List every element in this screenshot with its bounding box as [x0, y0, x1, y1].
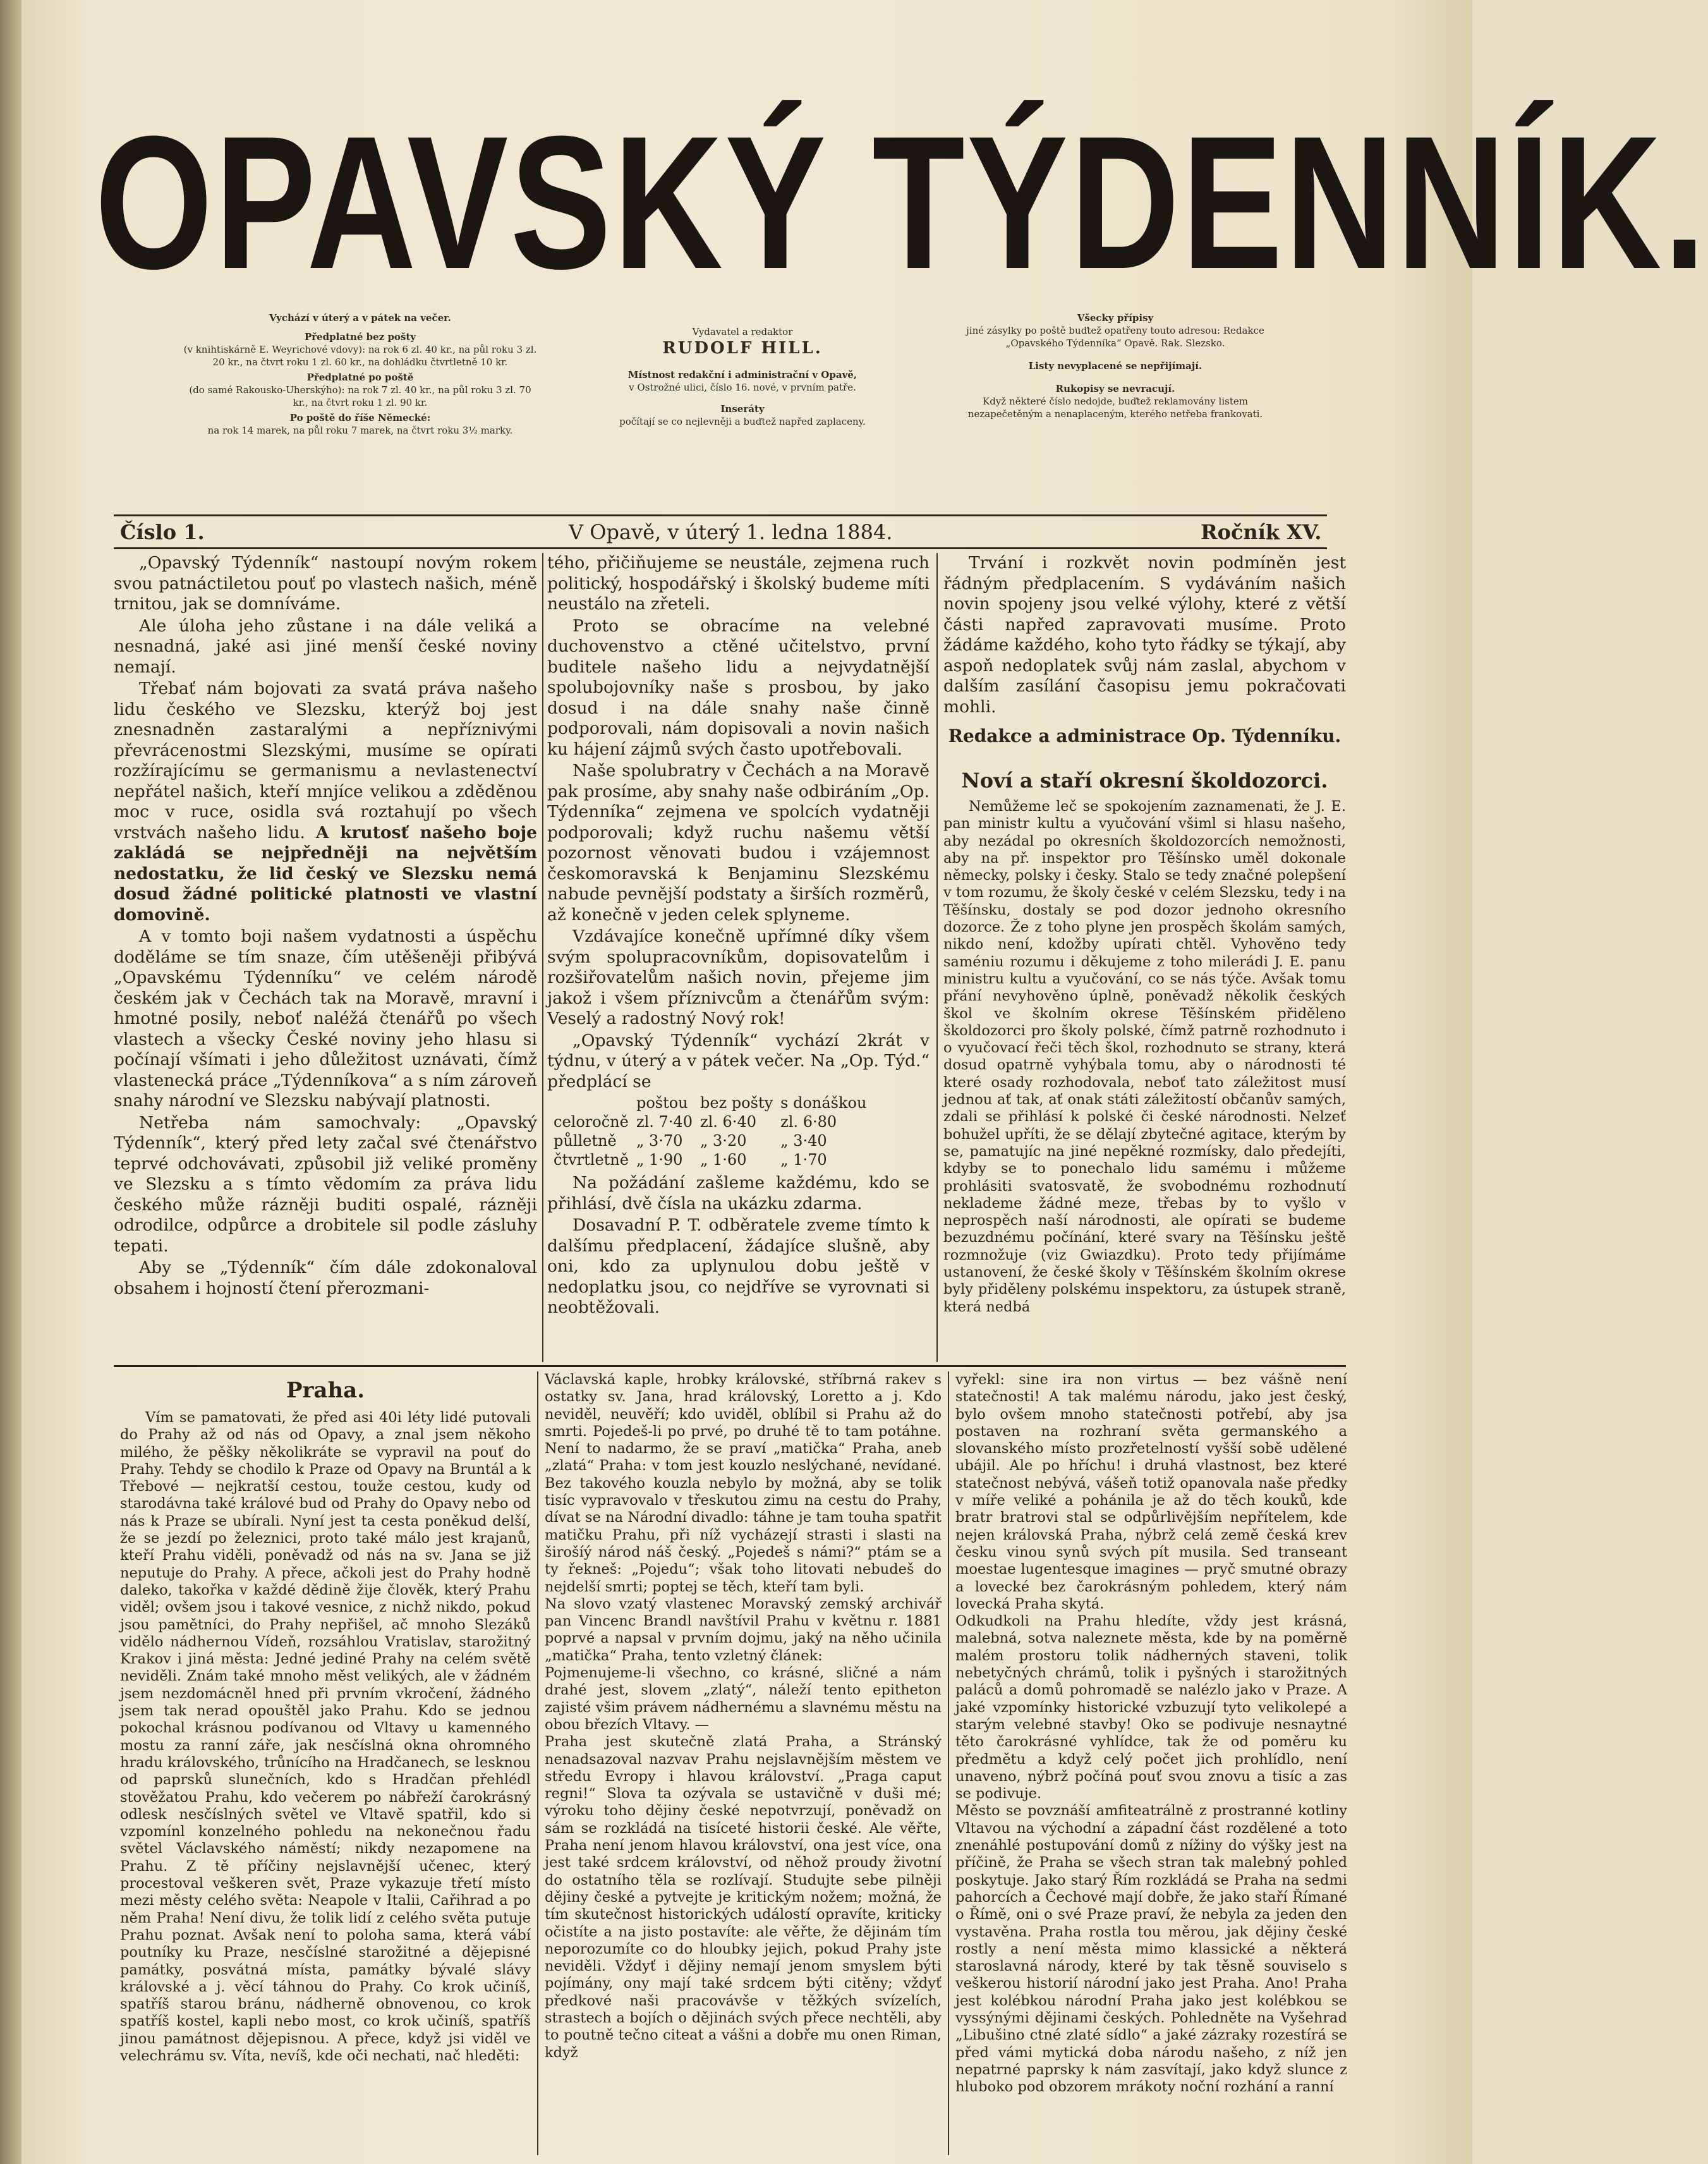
price-table [554, 1093, 874, 1169]
signature: Redakce a administrace Op. Týdenníku. [948, 726, 1342, 746]
issue-date: V Opavě, v úterý 1. ledna 1884. [569, 520, 893, 544]
paragraph: Trvání i rozkvět novin podmíněn jest řádným předplacením. S vydáváním našich novin spojeny jsou velké výlohy, které z větší části napřed zapravovati musíme. Proto žádáme každého, koho tyto řádky se týkají, aby aspoň nedoplatek svůj nám zaslal, abychom v dalším zasílání časopisu jemu pokračovati mohli. [943, 553, 1346, 717]
subscription-text-germany: na rok 14 marek, na půl roku 7 marek, na čtvrt roku 3½ marky. [207, 425, 513, 436]
praha-heading: Praha. [286, 1378, 365, 1403]
manuscripts-note: Rukopisy se nevracují. [1055, 383, 1175, 394]
correspondence-address: jiné zásylky po poště buďtež opatřeny touto adresou: Redakce „Opavského Týdenníka“ Opavě. Rak. Slezsko. [966, 325, 1264, 349]
ads-text: počítají se co nejlevněji a buďtež napřed zaplaceny. [619, 416, 866, 427]
paragraph: Ale úloha jeho zůstane i na dále veliká a nesnadná, jaké asi jiné menší české noviny nemají. [114, 616, 537, 677]
praha-column-2 [545, 1371, 942, 2155]
ads-heading: Inseráty [720, 403, 765, 415]
paragraph: „Opavský Týdenník“ nastoupí novým rokem svou patnáctiletou pouť po vlastech našich, méně trnitou, jak se domníváme. [114, 553, 537, 614]
paragraph: Nemůžeme leč se spokojením zaznamenati, že J. E. pan ministr kultu a vyučování všiml si hlasu našeho, aby nezádal po okresních školdozorcích nemožnosti, aby na př. inspektor pro Těšínsko uměl dokonale německy, polsky i česky. Stalo se tedy značné polepšení v tom rozumu, že školy české v celém Slezsku, tedy i na Těšínsku, dostaly se pod dozor jednoho okresního dozorce. Že z toho plyne jen prospěch školám samých, nikdo není, kdožby upírati chtěl. Vyhověno tedy saméniu rozumu i děkujeme z toho milerádi J. E. panu ministru kultu a vyučování, co se nás týče. Avšak tomu přání nevyhověno úplně, poněvadž několik českých škol ve školním okrese Těšínském přiděleno školdozorci pro školy polské, čímž patrně rozhodnuto i o vyučovací řeči těch škol, rozhodnuto se strany, která dosud opatrně vyhýbala tomu, aby o národnosti té které osady rozhodovala, neboť tato záležitost musí jednou ať tak, ať onak státi záležitostí občanův samých, zdali se přihlásí k polské či české národnosti. Nelzeť bohužel upříti, že se dělají zbytečné agitace, kterým by se, pamatujíc na jiné nepěkné rozmísky, dalo předejíti, kdyby se to ponechalo lidu samému i můžeme prohlásiti svatosvatě, že svobodnému rozhodnutí neklademe žádné meze, třebas by to vyšlo v neprospěch naší národnosti, ale opírati se budeme bezuzdnému počínání, které svary na Těšínsku ještě rozmnožuje (viz Gwiazdku). Proto tedy přijímáme ustanovení, že české školy v Těšínském školním okrese byly přiděleny polskému inspektoru, za ústupek straně, která nedbá [943, 798, 1346, 1315]
volume-number: Ročník XV. [1201, 520, 1322, 544]
paragraph: vyřekl: sine ira non virtus — bez vášně není statečnosti! A tak malému národu, jako jest český, bylo ovšem mnoho statečnosti potřebí, aby jsa postaven na rozhraní světa germanského a slovanského místo prozřetelností vyšší sobě udělené ubájil. Ale po hříchu! i druhá vlastnost, bez které statečnost nebývá, vášeň totiž opanovala naše předky v míře veliké a pohánila je až do těch kouků, kde bratr bratrovi stal se odpůrlivějším nepřítelem, kde nejen královská Praha, nýbrž celá země česká krev česku vinou synů svých pít musila. Sed transeant moestae lugentesque imagines — pryč smutné obrazy a lovecké bez čarokrásným pohledem, který nám lovecká Praha skytá. Odkudkoli na Prahu hledíte, vždy jest krásná, malebná, sotva naleznete města, kde by na poměrně malém prostoru tolik nádherných staveni, tolik nebetyčných chrámů, tolik i pyšných i starožitných paláců a domů pohromadě se nalézlo jako v Praze. A jaké vzpomínky historické vzbuzují tyto velikolepé a starým velebné stavby! Oko se podivuje nesnaytné těto čarokrásné vyhlídce, tak že od poměru ku předmětu a když celý počet jich prohlídlo, není unaveno, nýbrž počíná pouť svou znovu a tisíc a zas se podivuje. Město se povznáší amfiteatrálně z prostranné kotliny Vltavou na východní a západní část rozdělené a toto znenáhlé postupování domů z nížiny do výšky jest na příčině, že Praha se všech stran tak malebný pohled poskytuje. Jako starý Řím rozkládá se Praha na sedmi pahorcích a Čechové mají dobře, že jako staří Římané o Římě, oni o své Praze praví, že nebyla za jeden den vystavěna. Praha rostla tou měrou, jak dějiny české rostly a není města mimo klassické a některá staroslavná národy, které by tak těsně souviselo s veškerou historií národní jako jest Praha. Ano! Praha jest kolébkou národní Praha jako jest kolébkou se vyssýnými dějinami českých. Pohledněte na Vyšehrad „Libušino ctné zlaté sídlo“ a jaké zázraky rozestírá se před vámi mytická doba národu našeho, z níž jen nepatrné paprsky k nám zasvítají, jako když slunce z hluboko pod obzorem mrákoty noční rozhání a ranní [955, 1371, 1347, 2096]
article-column-1 [114, 553, 537, 1359]
column-divider [936, 553, 938, 1362]
price-row: celoročně zl. 7·40 zl. 6·40 zl. 6·80 [554, 1113, 837, 1131]
subscription-heading-post: Předplatné po poště [306, 372, 414, 383]
masthead-title: OPAVSKÝ TÝDENNÍK. [95, 96, 1708, 308]
column-divider [537, 1371, 538, 2155]
correspondence-info [964, 312, 1267, 420]
article-column-3 [943, 553, 1346, 1362]
header-rule-bottom [114, 547, 1327, 549]
office-heading: Místnost redakční i administrační v Opavě, [627, 369, 857, 380]
header-rule-top [114, 514, 1327, 516]
column-divider [948, 1371, 949, 2155]
publisher-name: RUDOLF HILL. [662, 339, 823, 358]
paragraph: „Opavský Týdenník“ vychází 2krát v týdnu, v úterý a v pátek večer. Na „Op. Týd.“ předplácí se [547, 1030, 930, 1091]
subscription-heading-local: Předplatné bez pošty [304, 331, 416, 343]
unpaid-letters-note: Listy nevyplacené se nepřijímají. [1028, 360, 1202, 372]
binding-edge [0, 0, 21, 2164]
paragraph: Aby se „Týdenník“ čím dále zdokonaloval obsahem i hojností čtení přerozmani- [114, 1258, 537, 1298]
article-heading: Noví a staří okresní školdozorci. [961, 769, 1328, 793]
paragraph: Netřeba nám samochvaly: „Opavský Týdenník“, který před lety začal své čtenářstvo teprvé odchovávati, způsobil již veliké proměny ve Slezsku a s tímto vědomím za práva lidu českého může rázněji buditi ospalé, rázněji odrodilce, odpůrce a drobitele sil podle zásluhy tepati. [114, 1112, 537, 1256]
subscription-info [183, 312, 537, 437]
correspondence-heading: Všecky přípisy [1077, 312, 1154, 324]
issue-number: Číslo 1. [120, 520, 205, 544]
publish-schedule: Vychází v úterý a v pátek na večer. [269, 312, 451, 324]
price-row: čtvrtletně „ 1·90 „ 1·60 „ 1·70 [554, 1151, 827, 1169]
paragraph: Vím se pamatovati, že před asi 40i léty lidé putovali do Prahy až od nás od Opavy, a znal jsem někoho milého, že pěšky několikráte se vypravil na pouť do Prahy. Tehdy se chodilo k Praze od Opavy na Bruntál a k Třebové — nejkratší cestou, touže cestou, kudy od starodávna také králové bud od Prahy do Opavy nebo od nás k Praze se ubírali. Nyní jest ta cesta poněkud delší, že se jezdí po železnici, proto také málo jest krajanů, kteří Prahu viděli, poněvadž od nás na sv. Jana se již neputuje do Prahy. A přece, ačkoli jest do Prahy hodně daleko, takořka v každé dědině žije člověk, který Prahu viděl; ovšem jsou i takové vesnice, z nichž nikdo, pokud jsou pamětníci, do Prahy nepřišel, ač mnoho Slezáků vidělo nádhernou Vídeň, rozsáhlou Vratislav, starožitný Krakov i jiná města: Jedné jediné Prahy na celém světě neviděli. Znám také mnoho měst velikých, ale v žádném jsem nezdomácněl hned při prvním vkročení, žádného jsem tak nerad opouštěl jako Prahu. Kdo se jednou pokochal krásnou podívanou od Vltavy u kamenného mostu za ranní záře, jak nesčíslná okna ohromného hradu královského, trůnícího na Hradčanech, se lesknou od paprsků slunečních, kdo s Hradčan přehlédl stověžatou Prahu, kdo večerem po nábřeží čarokrásný odlesk nesčíslných světel ve Vltavě spatřil, kdo si vzpomínl konzelného pohledu na nekonečnou řadu světel Václavského náměstí; nikdy nezapomene na Prahu. Z tě příčiny nejslavnější učenec, který procestoval veškeren svět, Praze vykazuje třetí místo mezi městy celého světa: Neapole v Italii, Cařihrad a po něm Praha! Není divu, že tolik lidí z celého světa putuje Prahu poznat. Avšak není to poloha sama, která vábí poutníky ku Praze, nesčíslné starožitné a dějepisné památky, posvátná místa, památky bývalé slávy královské a j. věcí táhnou do Prahy. Co krok učiníš, spatříš starou bránu, nádherně obnovenou, co krok spatříš kostel, kapli nebo most, co krok učiníš, spatříš jinou památnost dějepisnou. A přece, když jsi viděl ve velechrámu sv. Víta, nevíš, kde oči nechati, nač hleděti: [120, 1409, 531, 2064]
paragraph: Proto se obracíme na velebné duchovenstvo a ctěné učitelstvo, první buditele našeho lidu a nejvydatnější spolubojovníky naše s prosbou, by jako dosud i na dále snahy naše činně podporovali, nám dopisovali a novin našich ku hájení zájmů svých často upotřebovali. [547, 616, 930, 759]
price-table-header: poštou bez pošty s donáškou [636, 1094, 867, 1112]
paragraph: Dosavadní P. T. odběratele zveme tímto k dalšímu předplacení, žádajíce slušně, aby oni, kdo za uplynulou dobu ještě v nedoplatku jsou, co nejdříve se vyrovnati si neobtěžovali. [547, 1215, 930, 1317]
paragraph: A v tomto boji našem vydatnosti a úspěchu doděláme se tím snaze, čím utěšeněji přibývá „Opavskému Týdenníku“ ve celém národě českém jak v Čechách tak na Moravě, mravní i hmotné posily, neboť naléžá čtenářů po všech vlastech a všecky České noviny jeho hlasu si počínají všímati i jeho důležitost uznávati, čímž vlastenecká práce „Týdenníkova“ a s ním zároveň snahy národní ve Slezsku nabývají platnosti. [114, 927, 537, 1110]
paragraph: Vzdávajíce konečně upřímné díky všem svým spolupracovníkům, dopisovatelům i rozšiřovatelům našich novin, přejeme jim jakož i všem příznivcům a čtenářům svým: Veselý a radostný Nový rok! [547, 927, 930, 1028]
praha-column-1 [120, 1371, 531, 2155]
subscription-text-post: (do samé Rakousko-Uherskýho): na rok 7 zl. 40 kr., na půl roku 3 zl. 70 kr., na čtvrt roku 1 zl. 90 kr. [189, 384, 531, 408]
section-rule [114, 1365, 1346, 1367]
paragraph: Třebať nám bojovati za svatá práva našeho lidu českého ve Slezsku, kterýž boj jest znesnadněn zastaralými a nepříznivými převrácenostmi Slezskými, musíme se opírati rozžírajícímu se germanismu a nevlastenectví nepřátel našich, kteří mnjíce velikou a zděděnou moc v ruce, osidla svá roztahují po všech vrstvách našeho lidu. A krutosť našeho boje zakládá se nejpředněji na největším nedostatku, že lid český ve Slezsku nemá dosud žádné politické platnosti ve vlastní domovině. [114, 679, 537, 925]
price-row: půlletně „ 3·70 „ 3·20 „ 3·40 [554, 1132, 827, 1150]
emphasis: A krutosť našeho boje zakládá se nejpředněji na největším nedostatku, že lid český ve Slezsku nemá dosud žádné politické platnosti ve vlastní domovině. [114, 822, 537, 925]
article-column-2 [547, 553, 930, 1359]
column-divider [542, 553, 543, 1362]
paragraph: Na požádání zašleme každému, kdo se přihlásí, dvě čísla na ukázku zdarma. [547, 1173, 930, 1213]
paragraph: tého, přičiňujeme se neustále, zejmena ruch politický, hospodářský i školský budeme míti neustálo na zřeteli. [547, 553, 930, 614]
publisher-label: Vydavatel a redaktor [692, 326, 793, 337]
subscription-text-local: (v knihtiskárně E. Weyrichové vdovy): na rok 6 zl. 40 kr., na půl roku 3 zl. 20 kr., na čtvrt roku 1 zl. 60 kr., na dohládku čtvrtletně 10 kr. [183, 344, 537, 368]
paragraph: Naše spolubratry v Čechách a na Moravě pak prosíme, aby snahy naše odbiráním „Op. Týdenníka“ zejmena ve spolcích vydatněji podporovali; když ruchu našemu větší pozornost věnovati budou i vzájemnost českomoravská k Benjaminu Slezskému nabude pevnější podstaty a širších rozměrů, až konečně v jeden celek splyneme. [547, 761, 930, 925]
reclamation-note: Když některé číslo nedojde, buďtež reklamovány listem nezapečetěným a nenaplaceným, kterého netřeba frankovati. [967, 396, 1263, 420]
praha-column-3 [955, 1371, 1347, 2155]
editorial-info [572, 325, 913, 428]
office-address: v Ostrožné ulici, číslo 16. nové, v prvním patře. [629, 382, 856, 393]
paragraph: Václavská kaple, hrobky královské, stříbrná rakev s ostatky sv. Jana, hrad královský, Loretto a j. Kdo neviděl, neuvěří; kdo uviděl, oblíbil si Prahu až do smrti. Pojedeš-li po prvé, po druhé tě to tam potáhne. Není to nadarmo, že se praví „matička“ Praha, aneb „zlatá“ Praha: v tom jest kouzlo neslýchané, nevídané. Bez takového kouzla nebylo by možná, aby se tolik tisíc vypravovalo v třeskutou zimu na cestu do Prahy, dívat se na Národní divadlo: táhne je tam touha spatřit matičku Prahu, při níž vycházejí strasti i slasti na širošíý národ náš český. „Pojedeš s námi?“ ptám se a ty řekneš: „Pojedu“; však toho litovati nebudeš do nejdelší smrti; poptej se těch, kteří tam byli. Na slovo vzatý vlastenec Moravský zemský archivář pan Vincenc Brandl navštívil Prahu v květnu r. 1881 poprvé a napsal v prvním dojmu, jaký na něho učinila „matička“ Praha, tento vzletný článek: Pojmenujeme-li všechno, co krásné, sličné a nám drahé jest, slovem „zlatý“, náleží tento epitheton zajisté všim právem nádhernému a slavnému městu na obou březích Vltavy. — Praha jest skutečně zlatá Praha, a Stránský nenadsazoval nazvav Prahu nejslavnějším městem ve středu Evropy i hlavou království. „Praga caput regni!“ Slova ta ozývala se ustavičně v duši mé; výroku toho dějiny české nepotvrzují, poněvadž on sám se rozkládá na tisíceté historii české. Ale věřte, Praha není jenom hlavou království, ona jest více, ona jest také srdcem království, od něhož proudy životní do ostatního těla se rozlívají. Studujte sebe pilněji dějiny české a pytvejte je kritickým nožem; možná, že tím skutečnost historických událostí opravíte, kriticky očistíte a na jisto postavíte: ale věřte, že dějinám tím neporozumíte co do hloubky jejich, pokud Prahy jste neviděli. Vždyť i dějiny nemají jenom smyslem býti pojímány, ony mají také srdcem býti citěny; vždyť předkové naši pracovávše v těžkých svízelích, strastech a bojích o dějinách svých přece nechtěli, aby to poutně tečno citeat a vášni a dobře mu onen Riman, když [545, 1371, 942, 2061]
subscription-heading-germany: Po poště do říše Německé: [289, 412, 431, 423]
